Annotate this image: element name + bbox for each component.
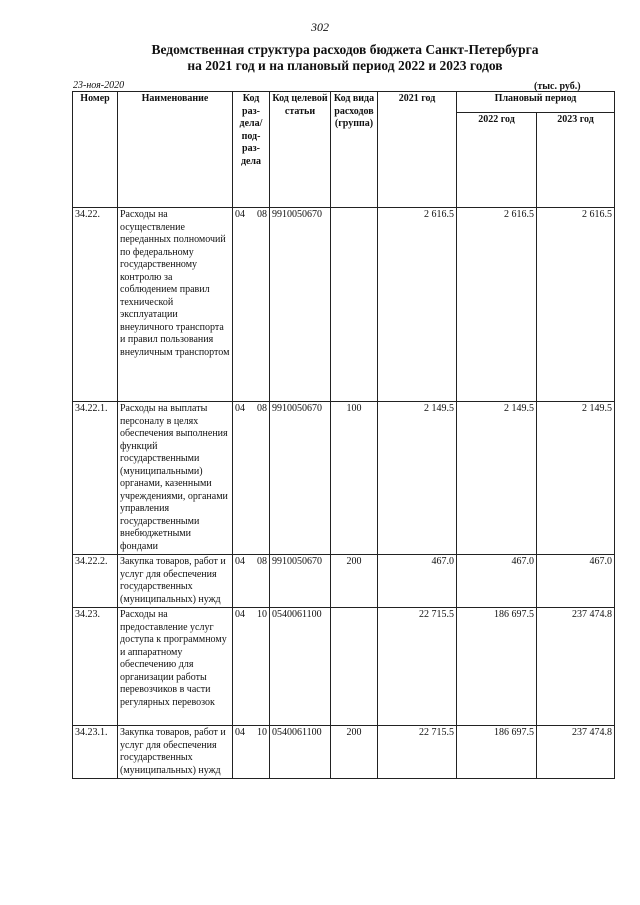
title-line-2: на 2021 год и на плановый период 2022 и 2023 годов [187, 58, 503, 73]
row-target-code: 0540061100 [270, 608, 331, 726]
row-number: 34.22.1. [73, 402, 118, 555]
row-expense-type [331, 608, 378, 726]
page-number: 302 [311, 20, 329, 34]
header-2021: 2021 год [378, 92, 457, 208]
row-2023: 2 149.5 [537, 402, 615, 555]
row-number: 34.23.1. [73, 726, 118, 779]
row-2023: 467.0 [537, 555, 615, 608]
row-number: 34.22.2. [73, 555, 118, 608]
row-expense-type [331, 208, 378, 402]
row-expense-type: 200 [331, 555, 378, 608]
header-number: Номер [73, 92, 118, 208]
row-target-code: 9910050670 [270, 402, 331, 555]
row-name: Расходы на осуществление переданных полномочий по федеральному государственному контролю за соблюдением правил технической эксплуатации внеуличного транспорта и правил пользования внеуличным транспортом [118, 208, 233, 402]
row-2021: 22 715.5 [378, 726, 457, 779]
row-2022: 2 149.5 [457, 402, 537, 555]
document-title [100, 42, 590, 74]
row-name: Расходы на предоставление услуг доступа к программному и аппаратному обеспечению для организации работы перевозчиков в части регулярных перевозок [118, 608, 233, 726]
row-2021: 2 616.5 [378, 208, 457, 402]
row-number: 34.22. [73, 208, 118, 402]
row-section-code: 04 08 [233, 555, 270, 608]
row-expense-type: 200 [331, 726, 378, 779]
row-2023: 237 474.8 [537, 608, 615, 726]
header-2023: 2023 год [537, 113, 615, 208]
budget-table [72, 91, 615, 779]
header-name: Наименование [118, 92, 233, 208]
header-2022: 2022 год [457, 113, 537, 208]
row-section-code: 04 10 [233, 726, 270, 779]
table-row [73, 726, 615, 779]
row-2021: 22 715.5 [378, 608, 457, 726]
row-target-code: 9910050670 [270, 208, 331, 402]
table-row [73, 208, 615, 402]
table-row [73, 402, 615, 555]
row-2023: 2 616.5 [537, 208, 615, 402]
row-2021: 2 149.5 [378, 402, 457, 555]
header-expense-type-code: Код вида расходов (группа) [331, 92, 378, 208]
header-target-code: Код целевой статьи [270, 92, 331, 208]
row-expense-type: 100 [331, 402, 378, 555]
row-2022: 467.0 [457, 555, 537, 608]
row-target-code: 9910050670 [270, 555, 331, 608]
table-row [73, 555, 615, 608]
row-section-code: 04 08 [233, 208, 270, 402]
table-row [73, 608, 615, 726]
document-date: 23-ноя-2020 [73, 80, 125, 91]
row-number: 34.23. [73, 608, 118, 726]
row-2022: 186 697.5 [457, 726, 537, 779]
row-2022: 186 697.5 [457, 608, 537, 726]
row-2023: 237 474.8 [537, 726, 615, 779]
units-label: (тыс. руб.) [534, 81, 581, 92]
row-section-code: 04 10 [233, 608, 270, 726]
row-section-code: 04 08 [233, 402, 270, 555]
header-section-code: Код раз-дела/ под-раз-дела [233, 92, 270, 208]
row-name: Расходы на выплаты персоналу в целях обеспечения выполнения функций государственными (муниципальными) органами, казенными учреждениями, органами управления государственными внебюджетными фондами [118, 402, 233, 555]
header-planned-period: Плановый период [457, 92, 615, 113]
row-name: Закупка товаров, работ и услуг для обеспечения государственных (муниципальных) нужд [118, 726, 233, 779]
row-2021: 467.0 [378, 555, 457, 608]
row-name: Закупка товаров, работ и услуг для обеспечения государственных (муниципальных) нужд [118, 555, 233, 608]
row-target-code: 0540061100 [270, 726, 331, 779]
title-line-1: Ведомственная структура расходов бюджета Санкт-Петербурга [151, 42, 539, 57]
row-2022: 2 616.5 [457, 208, 537, 402]
